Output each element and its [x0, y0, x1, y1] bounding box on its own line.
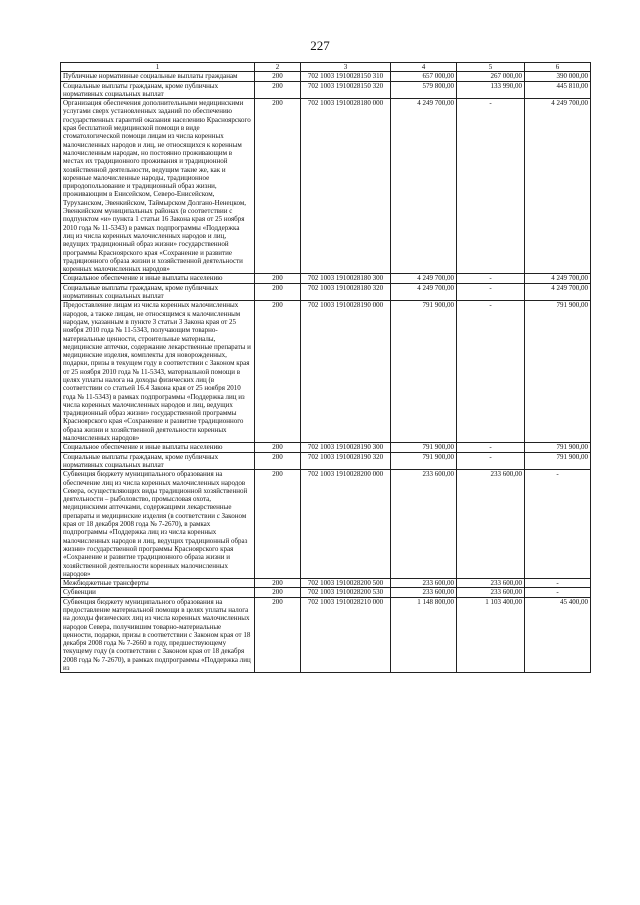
row-value-total: 233 600,00: [391, 588, 457, 597]
row-name: Субвенции: [61, 588, 255, 597]
row-code: 200: [255, 452, 301, 470]
row-value-total: 233 600,00: [391, 470, 457, 579]
row-code: 200: [255, 579, 301, 588]
row-name: Субвенция бюджету муниципального образования на обеспечение лиц из числа коренных малочисленных народов Севера, осуществляющих виды традиционной хозяйственной деятельности – рыболовство, промысловая охота, медицинскими аптечками, содержащими лекарственные препараты и медицинские изделия (в соответствии с Законом края от 18 декабря 2008 года № 7-2670), в рамках подпрограммы «Поддержка лиц из числа коренных малочисленных народов и лиц, ведущих традиционный образ жизни» государственной программы Красноярского края «Сохранение и развитие традиционного образа жизни и хозяйственной деятельности коренных малочисленных народов»: [61, 470, 255, 579]
row-value-2: 233 600,00: [457, 588, 525, 597]
row-code: 200: [255, 72, 301, 81]
row-value-3: -: [525, 579, 591, 588]
row-kbk: 702 1003 1910028200 000: [301, 470, 391, 579]
row-name: Социальные выплаты гражданам, кроме публичных нормативных социальных выплат: [61, 81, 255, 99]
column-header: 1: [61, 63, 255, 72]
row-code: 200: [255, 597, 301, 673]
row-kbk: 702 1003 1910028150 320: [301, 81, 391, 99]
budget-table: [60, 62, 591, 673]
table-row: [61, 579, 591, 588]
row-kbk: 702 1003 1910028200 500: [301, 579, 391, 588]
row-kbk: 702 1003 1910028180 000: [301, 99, 391, 274]
row-code: 200: [255, 588, 301, 597]
row-name: Социальные выплаты гражданам, кроме публичных нормативных социальных выплат: [61, 452, 255, 470]
column-header: 3: [301, 63, 391, 72]
table-row: [61, 452, 591, 470]
row-value-3: 45 400,00: [525, 597, 591, 673]
table-row: [61, 597, 591, 673]
row-name: Субвенция бюджету муниципального образования на предоставление материальной помощи в целях уплаты налога на доходы физических лиц из числа коренных малочисленных народов Севера, получившим товарно-материальные ценности, подарки, призы в соответствии с Законом края от 18 декабря 2008 года № 7-2660 в году, предшествующему текущему году (в соответствии с Законом края от 18 декабря 2008 года № 7-2670), в рамках подпрограммы «Поддержка лиц из: [61, 597, 255, 673]
row-kbk: 702 1003 1910028180 320: [301, 283, 391, 301]
row-value-2: -: [457, 274, 525, 283]
row-code: 200: [255, 274, 301, 283]
table-row: [61, 274, 591, 283]
row-value-3: 4 249 700,00: [525, 283, 591, 301]
table-row: [61, 301, 591, 443]
header-row: [61, 63, 591, 72]
row-value-total: 791 900,00: [391, 452, 457, 470]
row-kbk: 702 1003 1910028200 530: [301, 588, 391, 597]
row-name: Предоставление лицам из числа коренных малочисленных народов, а также лицам, не относящимся к малочисленным народам, указанным в пункте 3 статьи 3 Закона края от 25 ноября 2010 года № 11-5343, получающим товарно-материальные ценности, строительные материалы, медицинские аптечки, содержание лекарственные препараты и медицинские изделия, комплекты для новорожденных, подарки, призы в текущем году в соответствии с Законом края от 25 ноября 2010 года № 11-5343, материальной помощи в целях уплаты налога на доходы физических лиц (в соответствии со статьей 16.4 Закона края от 25 ноября 2010 года № 11-5343) в рамках подпрограммы «Поддержка лиц из числа коренных малочисленных народов и лиц, ведущих традиционный образ жизни» государственной программы Красноярского края «Сохранение и развитие традиционного образа жизни и хозяйственной деятельности коренных малочисленных народов»: [61, 301, 255, 443]
row-value-3: 791 900,00: [525, 452, 591, 470]
row-value-3: 791 900,00: [525, 443, 591, 452]
table-body: [61, 72, 591, 673]
row-name: Публичные нормативные социальные выплаты гражданам: [61, 72, 255, 81]
row-kbk: 702 1003 1910028150 310: [301, 72, 391, 81]
row-code: 200: [255, 443, 301, 452]
row-code: 200: [255, 81, 301, 99]
row-kbk: 702 1003 1910028190 300: [301, 443, 391, 452]
row-value-3: 791 900,00: [525, 301, 591, 443]
row-value-total: 791 900,00: [391, 443, 457, 452]
row-name: Социальное обеспечение и иные выплаты населению: [61, 274, 255, 283]
column-header: 2: [255, 63, 301, 72]
table-row: [61, 588, 591, 597]
page-number: 227: [310, 38, 330, 53]
row-value-total: 233 600,00: [391, 579, 457, 588]
row-value-3: 445 810,00: [525, 81, 591, 99]
table-row: [61, 283, 591, 301]
table-row: [61, 81, 591, 99]
row-value-2: 233 600,00: [457, 579, 525, 588]
row-value-total: 791 900,00: [391, 301, 457, 443]
row-code: 200: [255, 301, 301, 443]
row-value-3: 390 000,00: [525, 72, 591, 81]
row-value-2: -: [457, 283, 525, 301]
row-code: 200: [255, 99, 301, 274]
row-value-total: 4 249 700,00: [391, 283, 457, 301]
row-value-2: 1 103 400,00: [457, 597, 525, 673]
row-kbk: 702 1003 1910028210 000: [301, 597, 391, 673]
row-value-2: -: [457, 99, 525, 274]
row-value-total: 4 249 700,00: [391, 99, 457, 274]
row-value-total: 657 000,00: [391, 72, 457, 81]
row-value-2: -: [457, 452, 525, 470]
row-kbk: 702 1003 1910028190 320: [301, 452, 391, 470]
row-name: Социальные выплаты гражданам, кроме публичных нормативных социальных выплат: [61, 283, 255, 301]
table-row: [61, 72, 591, 81]
row-value-3: -: [525, 470, 591, 579]
row-value-3: 4 249 700,00: [525, 99, 591, 274]
column-header: 6: [525, 63, 591, 72]
table-row: [61, 470, 591, 579]
row-value-total: 4 249 700,00: [391, 274, 457, 283]
row-kbk: 702 1003 1910028180 300: [301, 274, 391, 283]
column-header: 4: [391, 63, 457, 72]
row-name: Социальное обеспечение и иные выплаты населению: [61, 443, 255, 452]
row-value-2: -: [457, 443, 525, 452]
row-code: 200: [255, 283, 301, 301]
table-row: [61, 99, 591, 274]
row-name: Организация обеспечения дополнительными медицинскими услугами сверх установленных заданий по обеспечению государственных гарантий оказания населению Красноярского края бесплатной медицинской помощи в виде стоматологической помощи лицам из числа коренных малочисленных народов и лиц, не относящихся к коренным малочисленным народам, но постоянно проживающим в местах их традиционного проживания и традиционной хозяйственной деятельности, ведущим такие же, как и коренные малочисленные народы, традиционное природопользование и традиционный образ жизни, проживающим в Енисейском, Северо-Енисейском, Туруханском, Эвенкийском, Таймырском Долгано-Ненецком, Эвенкийском муниципальных районах (в соответствии с подпунктом «и» пункта 1 статьи 16 Закона края от 25 ноября 2010 года № 11-5343) в рамках подпрограммы «Поддержка лиц из числа коренных малочисленных народов и лиц, ведущих традиционный образ жизни» государственной программы Красноярского края «Сохранение и развитие традиционного образа жизни и хозяйственной деятельности коренных малочисленных народов»: [61, 99, 255, 274]
row-value-2: 233 600,00: [457, 470, 525, 579]
row-code: 200: [255, 470, 301, 579]
table-row: [61, 443, 591, 452]
row-value-total: 579 800,00: [391, 81, 457, 99]
column-header: 5: [457, 63, 525, 72]
row-value-total: 1 148 800,00: [391, 597, 457, 673]
row-name: Межбюджетные трансферты: [61, 579, 255, 588]
row-value-2: 267 000,00: [457, 72, 525, 81]
row-value-2: -: [457, 301, 525, 443]
row-kbk: 702 1003 1910028190 000: [301, 301, 391, 443]
row-value-2: 133 990,00: [457, 81, 525, 99]
row-value-3: -: [525, 588, 591, 597]
row-value-3: 4 249 700,00: [525, 274, 591, 283]
table-header: [61, 63, 591, 72]
